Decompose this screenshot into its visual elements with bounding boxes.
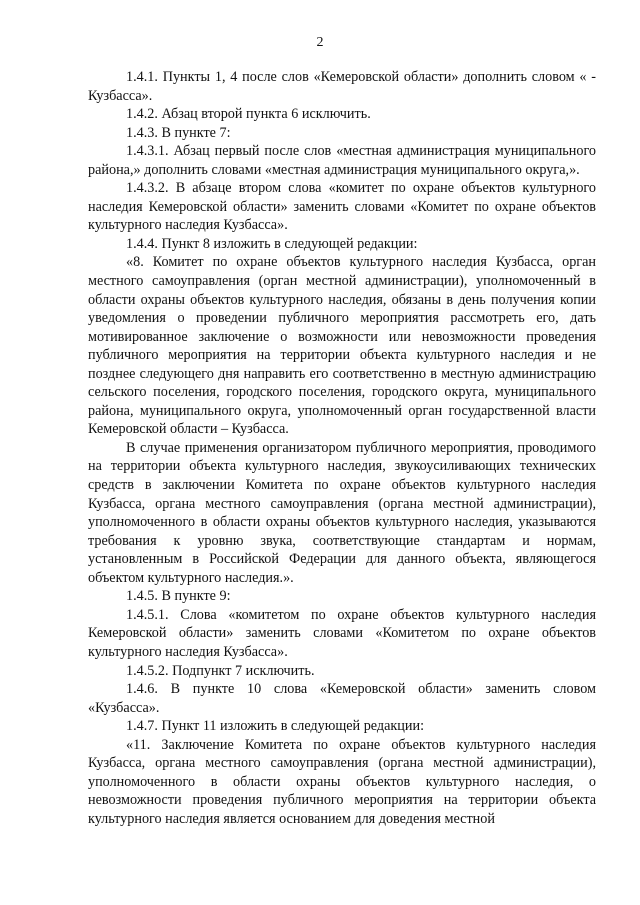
quoted-point-8: «8. Комитет по охране объектов культурного наследия Кузбасса, орган местного самоуправления (орган местной администрации), уполномоченный в области охраны объектов культурного наследия, обязаны в день получения копии уведомления о проведении публичного мероприятия рассмотреть его, дать мотивированное заключение о возможности или невозможности проведения публичного мероприятия на территории объекта культурного наследия и не позднее следующего дня направить его соответственно в местную администрацию сельского поселения, городского поселения, городского округа, муниципального района, муниципального округа, уполномоченный орган государственной власти Кемеровской области – Кузбасса. [88, 254, 596, 438]
page-number: 2 [316, 35, 324, 50]
clause-1-4-4: 1.4.4. Пункт 8 изложить в следующей редакции: [126, 235, 418, 252]
clause-1-4-5-2: 1.4.5.2. Подпункт 7 исключить. [126, 662, 315, 679]
clause-1-4-5: 1.4.5. В пункте 9: [126, 588, 231, 605]
clause-1-4-3-2: 1.4.3.2. В абзаце втором слова «комитет по охране объектов культурного наследия Кемеровской области» заменить словами «Комитет по охране объектов культурного наследия Кузбасса». [88, 180, 596, 234]
clause-1-4-3-1: 1.4.3.1. Абзац первый после слов «местная администрация муниципального района,» дополнить словами «местная администрация муниципального округа,». [88, 143, 596, 178]
quoted-point-8-paragraph-2: В случае применения организатором публичного мероприятия, проводимого на территории объекта культурного наследия, звукоусиливающих технических средств в заключении Комитета по охране объектов культурного наследия Кузбасса, органа местного самоуправления (органа местной администрации), уполномоченного в области охраны объектов культурного наследия, указываются требования к уровню звука, соответствующие стандартам и нормам, установленным в Российской Федерации для данного объекта, являющегося объектом культурного наследия.». [88, 439, 596, 586]
clause-1-4-3: 1.4.3. В пункте 7: [126, 124, 231, 141]
clause-1-4-2: 1.4.2. Абзац второй пункта 6 исключить. [126, 106, 371, 123]
clause-1-4-6: 1.4.6. В пункте 10 слова «Кемеровской области» заменить словом «Кузбасса». [88, 681, 596, 716]
quoted-point-11: «11. Заключение Комитета по охране объектов культурного наследия Кузбасса, органа местного самоуправления (органа местной администрации), уполномоченного в области охраны объектов культурного наследия, о невозможности проведения публичного мероприятия на территории объекта культурного наследия является основанием для доведения местной [88, 736, 596, 827]
document-body [88, 68, 596, 828]
clause-1-4-7: 1.4.7. Пункт 11 изложить в следующей редакции: [126, 718, 425, 735]
clause-1-4-5-1: 1.4.5.1. Слова «комитетом по охране объектов культурного наследия Кемеровской области» заменить словами «Комитетом по охране объектов культурного наследия Кузбасса». [88, 606, 596, 660]
clause-1-4-1: 1.4.1. Пункты 1, 4 после слов «Кемеровской области» дополнить словом « - Кузбасса». [88, 69, 596, 104]
